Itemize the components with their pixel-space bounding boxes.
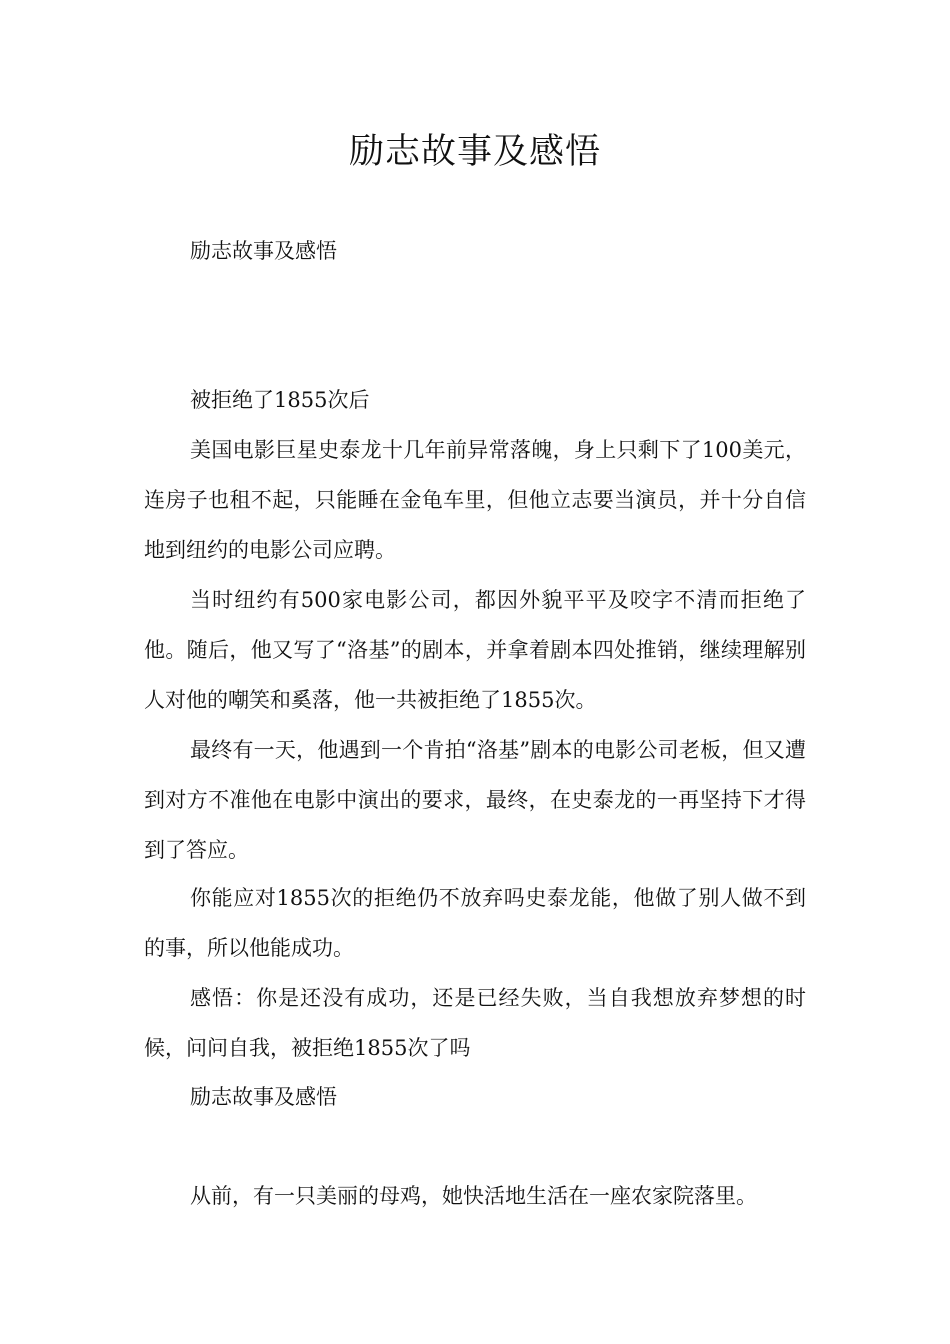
paragraph: 最终有一天，他遇到一个肯拍“洛基”剧本的电影公司老板，但又遭到对方不准他在电影中演出的要求，最终，在史泰龙的一再坚持下才得到了答应。 (144, 738, 806, 862)
reflection-paragraph: 感悟：你是还没有成功，还是已经失败，当自我想放弃梦想的时候，问问自我，被拒绝1855次了吗 (144, 986, 806, 1060)
paragraph: 当时纽约有500家电影公司，都因外貌平平及咬字不清而拒绝了他。随后，他又写了“洛基”的剧本，并拿着剧本四处推销，继续理解别人对他的嘲笑和奚落，他一共被拒绝了1855次。 (144, 588, 806, 712)
paragraph: 从前，有一只美丽的母鸡，她快活地生活在一座农家院落里。 (190, 1184, 757, 1208)
paragraph: 你能应对1855次的拒绝仍不放弃吗史泰龙能，他做了别人做不到的事，所以他能成功。 (144, 886, 806, 960)
story-subheading: 被拒绝了1855次后 (190, 388, 370, 412)
section-heading: 励志故事及感悟 (190, 1085, 337, 1109)
section-heading: 励志故事及感悟 (190, 239, 337, 263)
document-title: 励志故事及感悟 (348, 132, 601, 172)
paragraph: 美国电影巨星史泰龙十几年前异常落魄，身上只剩下了100美元，连房子也租不起，只能睡在金龟车里，但他立志要当演员，并十分自信地到纽约的电影公司应聘。 (144, 438, 806, 562)
